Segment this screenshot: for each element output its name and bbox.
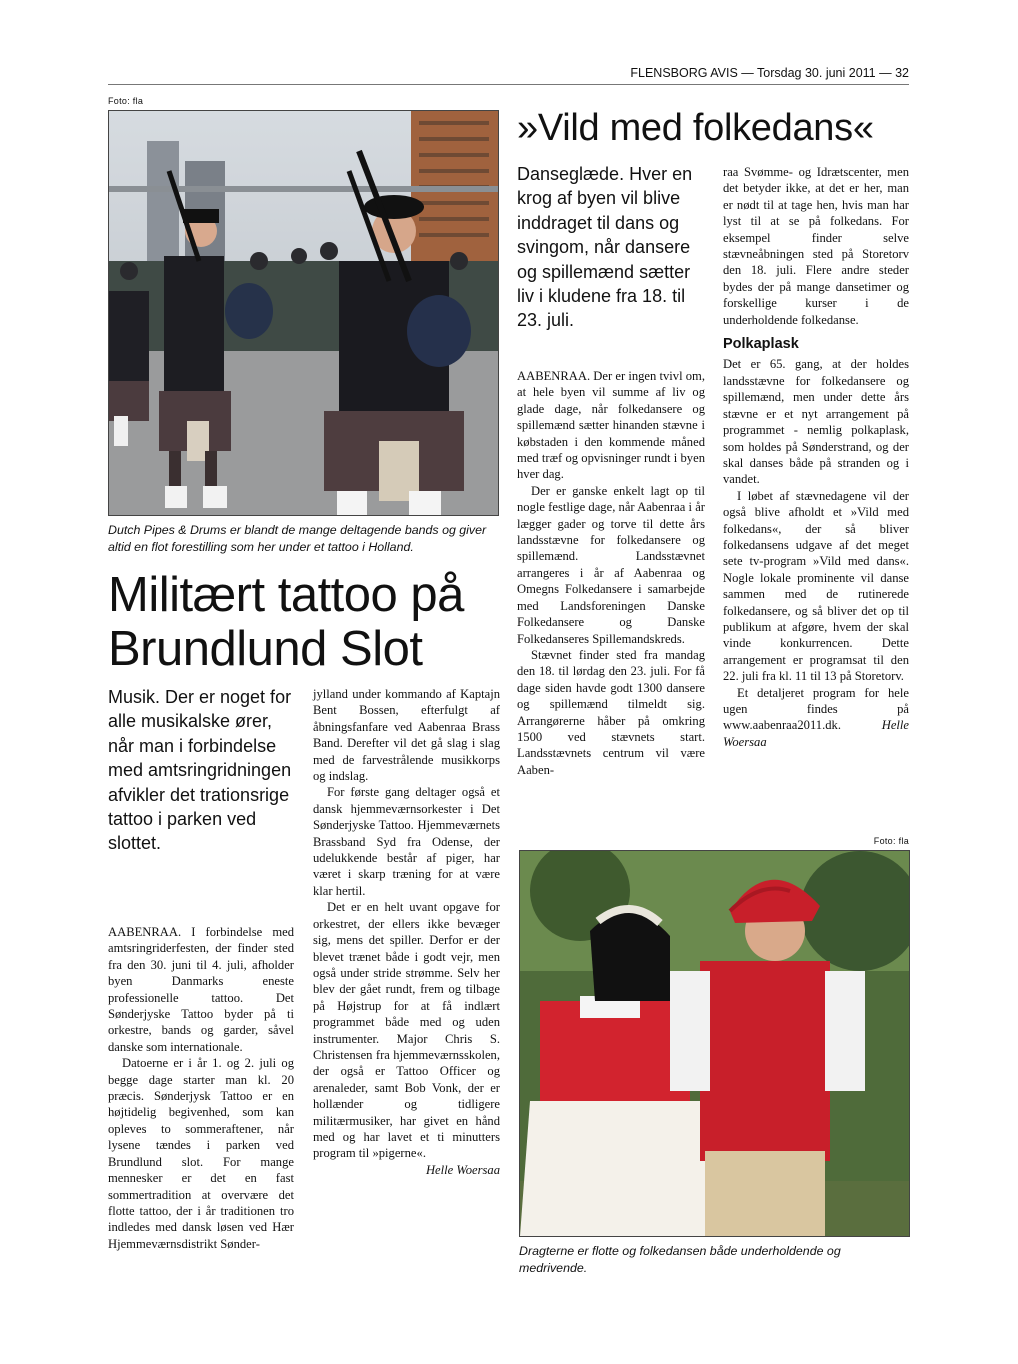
tattoo-para-3: jylland under kommando af Kaptajn Bent Bossen, efterfulgt af åbningsfanfare ved Aabenraa Brass Band. Derefter vil det gå slag i slag med de farvestrålende musikkorps og indslag. bbox=[313, 687, 500, 784]
photo-caption-right: Dragterne er flotte og folkedansen både underholdende og medrivende. bbox=[519, 1244, 841, 1275]
tattoo-para-4: For første gang deltager også et dansk hjemmeværnsorkester i Det Sønderjyske Tattoo. Hjemmeværnets Brassband Syd fra Odense, der udelukkende består af piger, har været i skarp træning for at være klar hertil. bbox=[313, 785, 500, 898]
pipes-drums-photo bbox=[108, 110, 499, 516]
tattoo-para-2: Datoerne er i år 1. og 2. juli og begge dage starter man kl. 20 præcis. Sønderjysk Tattoo er en højtidelig begivenhed, som kan opleves to sommeraftener, når lysene tændes i parken ved Brundlund slot. For mange mennesker er det en fast sommertradition at overvære det flotte tattoo, der i år traditionen tro indledes med dansk løsen ved Hær Hjemmeværnsdistrikt Sønder- bbox=[108, 1056, 294, 1251]
headline-folkedans: »Vild med folkedans« bbox=[517, 107, 874, 149]
running-head: FLENSBORG AVIS — Torsdag 30. juni 2011 — 32 bbox=[630, 66, 909, 80]
folkedans-para-2: Der er ganske enkelt lagt op til nogle festlige dage, når Aabenraa i år lægger gader og torve til dette års landsstævne for folkedansere og spillemænd. Landsstævnet arrangeres i år af Aabenraa og Omegns Folkedansere i samarbejde med Landsforeningen Danske Folkedansere og Danske Folkedanseres Spillemandskreds. bbox=[517, 483, 705, 646]
tattoo-signature: Helle Woersaa bbox=[425, 1162, 500, 1177]
lead-tattoo: Musik. Der er noget for alle musikalske ører, når man i forbindelse med amtsringridningen afvikler det trationsrige tattoo i parken ved slottet. bbox=[108, 687, 292, 854]
tattoo-column-2 bbox=[313, 686, 500, 1178]
header-rule bbox=[108, 84, 909, 85]
folkedans-column-2 bbox=[723, 164, 909, 750]
folk-dancers-illustration bbox=[520, 851, 909, 1236]
folkedans-column-1 bbox=[517, 368, 705, 778]
folkedans-byline: Helle Woersaa bbox=[723, 718, 909, 749]
folkedans-para-1: AABENRAA. Der er ingen tvivl om, at hele byen vil summe af liv og glade dage, når folkedansere og spillemænd sætter hinanden stævne i købstaden i den kommende måned med træf og opvisninger rundt i byen hver dag. bbox=[517, 369, 705, 482]
subhead-polkaplask: Polkaplask bbox=[723, 336, 799, 353]
tattoo-para-1: AABENRAA. I forbindelse med amtsringriderfesten, der finder sted fra den 30. juni til 4. juli, afholder byen Danmarks eneste professionelle tattoo. Det Sønderjyske Tattoo byder på ti orkestre, bands og garder, såvel danske som internationale. bbox=[108, 925, 294, 1054]
pipes-drums-illustration bbox=[109, 111, 498, 515]
photo-credit-right: Foto: fla bbox=[873, 836, 909, 846]
photo-credit-left: Foto: fla bbox=[108, 96, 144, 106]
folkedans-para-4: raa Svømme- og Idrætscenter, men det betyder ikke, at det er her, man er nødt til at tage hen, hvis man har lyst til at se på folkedans. For eksempel finder selve stævneåbningen sted på Storetorv den 18. juli. Flere andre steder bydes der på mange dansetimer og forskellige kurser i de underholdende folkedanse. bbox=[723, 165, 909, 327]
lead-folkedans: Danseglæde. Hver en krog af byen vil blive inddraget til dans og svingom, når dansere og spillemænd sætter liv i kludene fra 18. til 23. juli. bbox=[517, 164, 693, 331]
folkedans-para-7 bbox=[723, 685, 909, 751]
folkedans-para-6: I løbet af stævnedagene vil der også blive afholdt et »Vild med folkedans«, der så bliver folkedansens udgave af det meget sete tv-program »Vild med dans«. Nogle lokale prominente vil danse sammen med de rutinerede folkedansere, og så bliver det op til publikum at afgøre, hvem der skal vinde konkurrencen. Dette arrangement er programsat til den 22. juli fra kl. 11 til 13 på Storetorv. bbox=[723, 488, 909, 684]
folk-dancers-photo bbox=[519, 850, 910, 1237]
folkedans-para-5: Det er 65. gang, at der holdes landsstævne for folkedansere og spillemænd, men under dette års stævne er et nyt arrangement på programmet - nemlig polkaplask, som holdes på Sønderstrand, og der skal danses både på stranden og i vandet. bbox=[723, 357, 909, 487]
headline-tattoo: Militært tattoo på Brundlund Slot bbox=[108, 568, 464, 676]
tattoo-para-5: Det er en helt uvant opgave for orkestret, der ellers ikke bevæger sig, mens det spiller. Derfor er der blevet trænet både i godt vejr, men også under stride strømme. Selv her blev der gået rundt, frem og tilbage på Højstrup for at få indlært programmet både med og uden instrumenter. Major Chris S. Christensen fra hjemmeværnsskolen, der også er Tattoo Officer og arenaleder, samt Bob Vonk, der er hollænder og tidligere militærmusiker, har givet en hånd med og har lavet et ti minutters program til »pigerne«. bbox=[313, 900, 500, 1161]
program-link-text: Et detaljeret program for hele ugen findes på www.aabenraa2011.dk. bbox=[723, 685, 909, 733]
tattoo-column-1 bbox=[108, 924, 294, 1252]
photo-caption-left: Dutch Pipes & Drums er blandt de mange deltagende bands og giver altid en flot forestilling som her under et tattoo i Holland. bbox=[108, 523, 487, 554]
folkedans-para-3: Stævnet finder sted fra mandag den 18. til lørdag den 23. juli. For få dage siden havde godt 1300 dansere og spillemænd tilmeldt sig. Arrangørerne håber på omkring 1500 ved stævnets start. Landsstævnets centrum vil være Aaben- bbox=[517, 647, 705, 777]
